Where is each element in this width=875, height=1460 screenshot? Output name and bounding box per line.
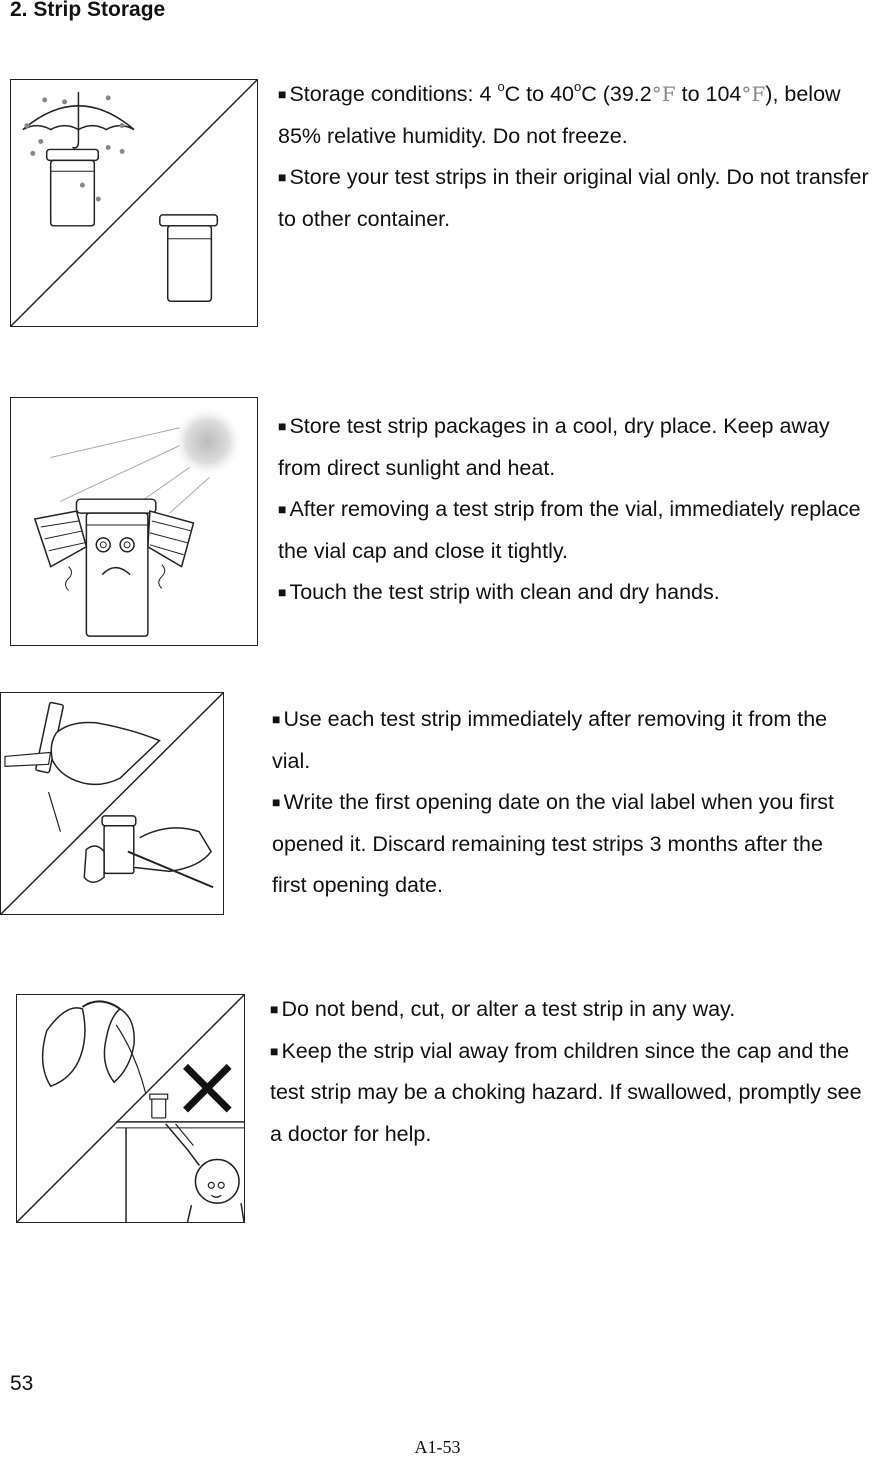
- hand-strip-vial-icon: [1, 693, 223, 914]
- clean-hands-bullet: ■ Touch the test strip with clean and dry hands.: [278, 580, 720, 604]
- sun-heat-vial-icon: [11, 398, 257, 645]
- strip-use-text: [272, 699, 862, 907]
- bullet-icon: ■: [278, 501, 287, 517]
- bullet-icon: ■: [278, 418, 287, 434]
- bullet-icon: ■: [278, 169, 287, 185]
- safety-illustration: [16, 994, 245, 1223]
- bullet-icon: ■: [270, 1001, 279, 1017]
- page-code: A1-53: [414, 1437, 461, 1457]
- children-hazard-bullet: ■ Keep the strip vial away from children since the cap and the test strip may be a choking hazard. If swallowed, promptly see a doctor for help.: [270, 1038, 862, 1146]
- storage-conditions-text: [278, 74, 875, 240]
- storage-conditions-bullet: ■ Storage conditions: 4 $^o$C to 40$^o$C (39.2°F to 104°F), below 85% relative humidity. Do not freeze.: [278, 79, 841, 148]
- bullet-icon: ■: [272, 794, 281, 810]
- umbrella-rain-vial-icon: [11, 80, 257, 326]
- opening-date-bullet: ■ Write the first opening date on the vial label when you first opened it. Discard remaining test strips 3 months after the first opening date.: [272, 790, 835, 897]
- do-not-bend-bullet: ■ Do not bend, cut, or alter a test strip in any way.: [270, 997, 736, 1021]
- bullet-icon: ■: [278, 584, 287, 600]
- storage-conditions-illustration: [10, 79, 258, 327]
- use-immediately-bullet: ■ Use each test strip immediately after removing it from the vial.: [272, 707, 828, 773]
- strip-use-illustration: [0, 692, 224, 915]
- replace-cap-bullet: ■ After removing a test strip from the vial, immediately replace the vial cap and close it tightly.: [278, 497, 861, 563]
- page-number: 53: [10, 1372, 34, 1395]
- bullet-icon: ■: [270, 1042, 279, 1059]
- section-heading: 2. Strip Storage: [10, 0, 166, 21]
- bend-strip-child-icon: [17, 995, 244, 1222]
- cool-dry-bullet: ■ Store test strip packages in a cool, dry place. Keep away from direct sunlight and heat.: [278, 414, 830, 480]
- cool-dry-place-text: [278, 406, 875, 614]
- cool-dry-place-illustration: [10, 397, 258, 646]
- bullet-icon: ■: [278, 86, 287, 102]
- safety-text: [270, 989, 870, 1155]
- original-vial-bullet: ■ Store your test strips in their original vial only. Do not transfer to other container.: [278, 165, 869, 231]
- bullet-icon: ■: [272, 711, 281, 727]
